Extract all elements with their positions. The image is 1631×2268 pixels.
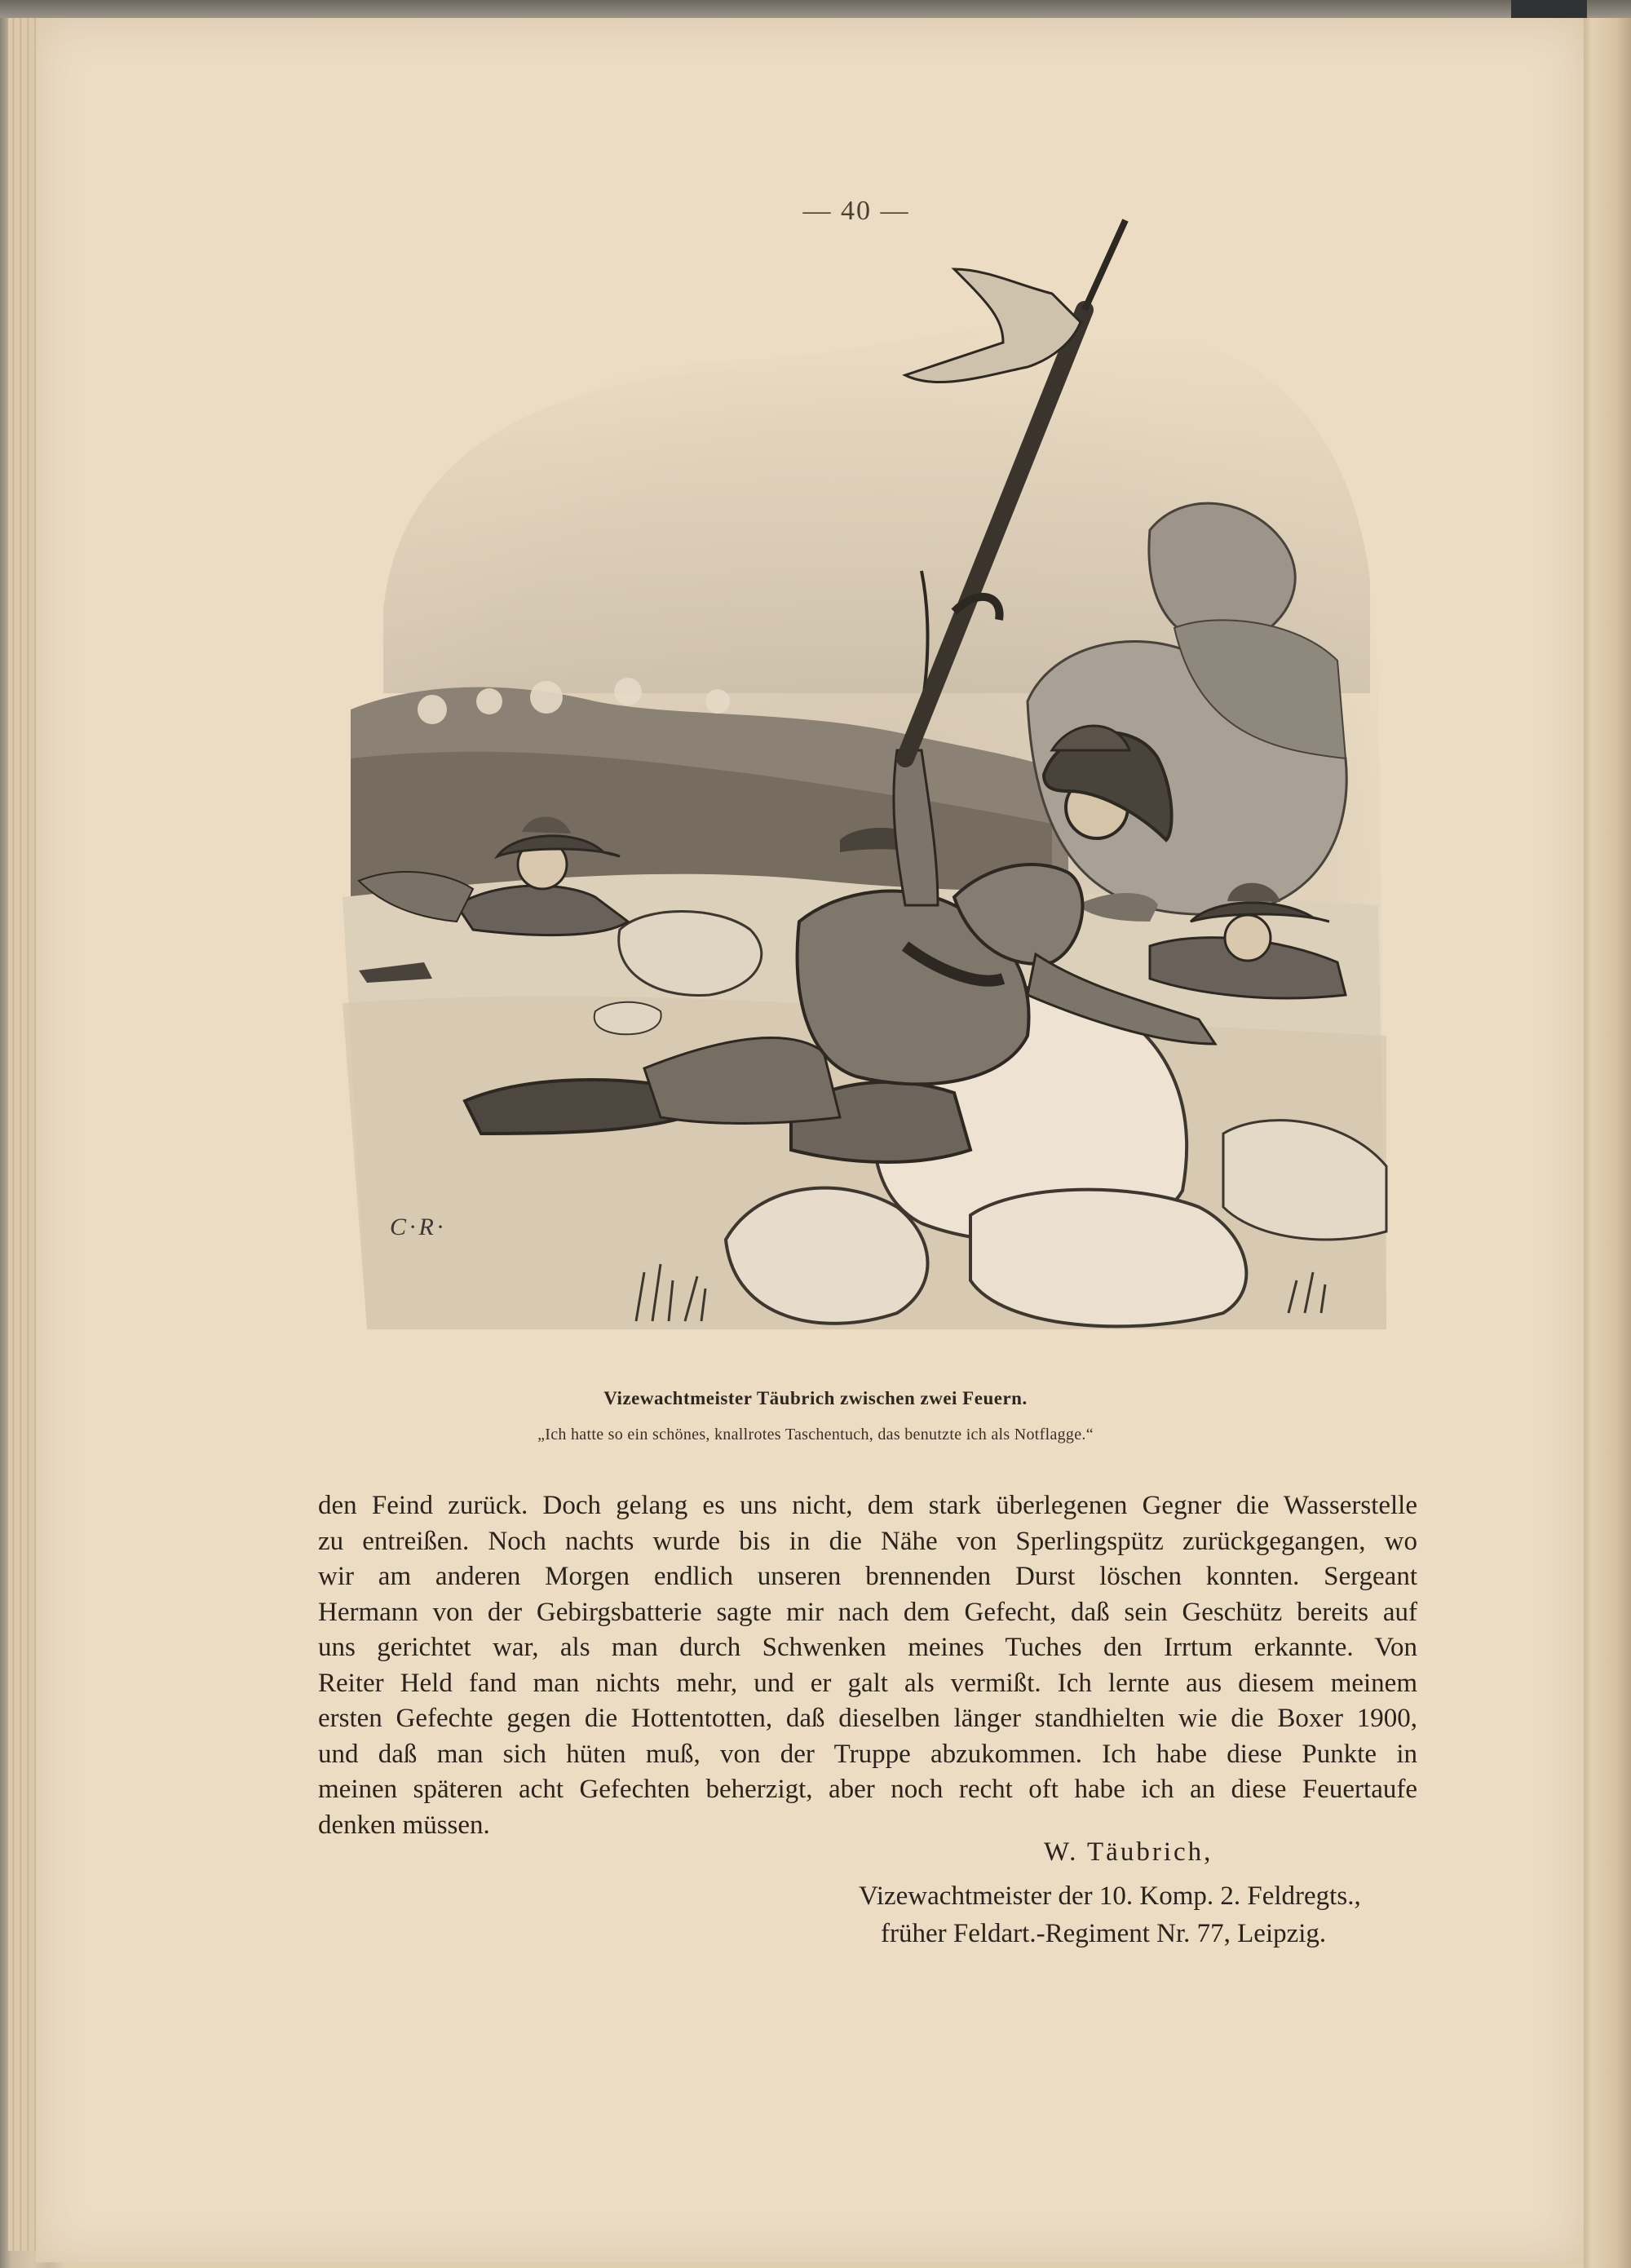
body-line: und daß man sich hüten muß, von der Truppe abzukommen. Ich habe diese Punkte in [318, 1739, 1417, 1769]
body-line: wir am anderen Morgen endlich unseren brennenden Durst löschen konnten. Sergeant [318, 1562, 1417, 1591]
body-line: Reiter Held fand man nichts mehr, und er galt als vermißt. Ich lernte aus diesem meinem [318, 1668, 1417, 1698]
caption-title: Vizewachtmeister Täubrich zwischen zwei Feuern. [603, 1388, 1028, 1408]
body-line: uns gerichtet war, als man durch Schwenken meines Tuches den Irrtum erkannte. Von [318, 1633, 1417, 1662]
body-line: ersten Gefechte gegen die Hottentotten, daß dieselben länger standhielten wie die Boxer 1900, [318, 1704, 1417, 1733]
illustration-soldier-with-flag [334, 188, 1403, 1346]
body-line: zu entreißen. Noch nachts wurde bis in die Nähe von Sperlingspütz zurückgegangen, wo [318, 1526, 1417, 1556]
signature-name: W. Täubrich, [1044, 1837, 1213, 1867]
caption-quote: „Ich hatte so ein schönes, knallrotes Taschentuch, das benutzte ich als Notflagge.“ [537, 1426, 1094, 1443]
artist-monogram: C·R· [390, 1214, 447, 1240]
signature-former-unit: früher Feldart.-Regiment Nr. 77, Leipzig. [881, 1919, 1327, 1948]
body-line: den Feind zurück. Doch gelang es uns nicht, dem stark überlegenen Gegner die Wasserstelle [318, 1491, 1417, 1520]
body-line: meinen späteren acht Gefechten beherzigt, aber noch recht oft habe ich an diese Feuertaufe [318, 1775, 1417, 1804]
body-line: Hermann von der Gebirgsbatterie sagte mir nach dem Gefecht, daß sein Geschütz bereits auf [318, 1597, 1417, 1627]
scan-top-edge [0, 0, 1631, 18]
body-paragraph [318, 1488, 1417, 1843]
body-line: denken müssen. [318, 1810, 490, 1840]
page-number: — 40 — [802, 196, 910, 226]
binding-band [1511, 0, 1587, 18]
signature-rank: Vizewachtmeister der 10. Komp. 2. Feldregts., [859, 1881, 1361, 1911]
page-right-edge [1584, 0, 1631, 2268]
